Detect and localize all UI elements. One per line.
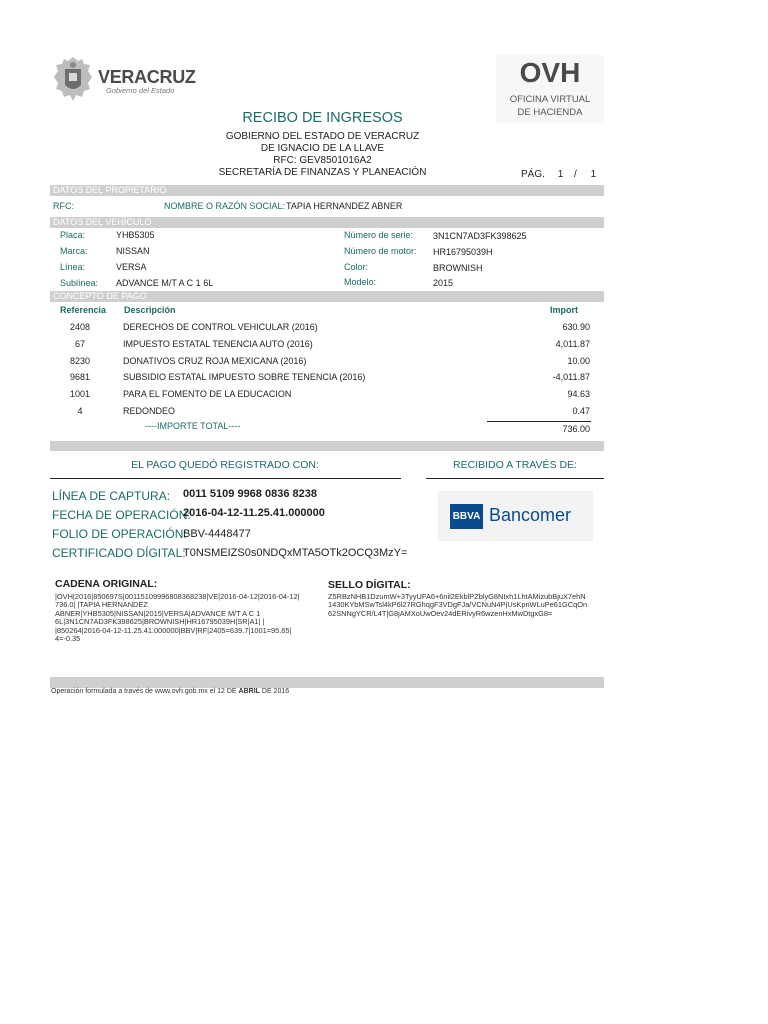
payment-row-import: 10.00 bbox=[567, 355, 590, 366]
total-label: ----IMPORTE TOTAL---- bbox=[145, 421, 241, 431]
ovh-logo-title: OVH bbox=[519, 57, 581, 88]
sublinea-value: ADVANCE M/T A C 1 6L bbox=[116, 278, 214, 288]
placa-value: YHB5305 bbox=[116, 230, 155, 240]
fecha-value: 2016-04-12-11.25.41.000000 bbox=[183, 507, 325, 519]
placa-label: Placa: bbox=[60, 230, 86, 240]
payment-row-import: -4,011.87 bbox=[552, 372, 590, 383]
sello-digital-text bbox=[328, 593, 598, 618]
footer-text-suffix: DE 2016 bbox=[259, 688, 290, 695]
bank-name: Bancomer bbox=[489, 505, 572, 525]
issuer-line-3: RFC: GEV8501016A2 bbox=[273, 155, 372, 166]
serie-label: Número de serie: bbox=[344, 230, 414, 240]
owner-name-label: NOMBRE O RAZÓN SOCIAL: bbox=[164, 201, 286, 211]
fecha-label: FECHA DE OPERACIÓN: bbox=[52, 508, 191, 522]
cadena-line: 6L|3N1CN7AD3FK398625|BROWNISH|HR16795039H|SR|A1| | bbox=[55, 617, 265, 627]
marca-label: Marca: bbox=[60, 246, 88, 256]
payment-row bbox=[50, 318, 604, 335]
bbva-badge: BBVA bbox=[450, 504, 483, 529]
cadena-line: |OVH|2016|850697S|00115109996808368238|VE|2016-04-12|2016-04-12| bbox=[55, 592, 300, 601]
serie-value: 3N1CN7AD3FK398625 bbox=[433, 231, 527, 241]
payment-row bbox=[50, 368, 604, 385]
veracruz-logo bbox=[52, 55, 202, 105]
col-header-desc: Descripción bbox=[124, 305, 176, 315]
owner-rfc-label: RFC: bbox=[53, 201, 74, 211]
cadena-line: ABNER|YHB5305|NISSAN|2015|VERSA|ADVANCE M/T A C 1 bbox=[55, 608, 261, 618]
cert-label: CERTIFICADO DÍGITAL: bbox=[52, 546, 186, 560]
vehicle-section-bar: DATOS DEL VEHÍCULO bbox=[50, 217, 604, 228]
payment-row-ref: 2408 bbox=[69, 322, 91, 332]
page-separator: / bbox=[574, 169, 577, 180]
logo-state-subtitle: Gobierno del Estado bbox=[106, 86, 175, 95]
ovh-logo-sub1: OFICINA VIRTUAL bbox=[509, 94, 591, 105]
captura-value: 0011 5109 9968 0836 8238 bbox=[183, 488, 317, 500]
col-header-ref: Referencia bbox=[60, 305, 107, 315]
linea-label: Línea: bbox=[60, 262, 86, 272]
cadena-original-text bbox=[55, 593, 317, 643]
footer-text-month: ABRIL bbox=[238, 688, 260, 695]
payment-row-desc: PARA EL FOMENTO DE LA EDUCACION bbox=[123, 389, 292, 400]
logo-state-name: VERACRUZ bbox=[98, 67, 196, 87]
modelo-value: 2015 bbox=[433, 278, 454, 288]
sello-line: Z5RBzNHB1DzumW+3TyyUFA6+6nil2EkblPZblyG8NIxh1LhtAMizubBjuX7ehN bbox=[328, 592, 586, 601]
payment-row-ref: 4 bbox=[77, 406, 83, 416]
received-underline bbox=[426, 478, 604, 479]
owner-section-bar: DATOS DEL PROPIETARIO bbox=[50, 185, 604, 196]
payment-row bbox=[50, 385, 604, 402]
motor-label: Número de motor: bbox=[344, 246, 417, 256]
cadena-title: CADENA ORIGINAL: bbox=[55, 578, 158, 590]
registered-underline bbox=[50, 478, 401, 479]
color-value: BROWNISH bbox=[433, 263, 483, 273]
col-header-imp: Import bbox=[550, 305, 578, 315]
total-divider bbox=[487, 421, 591, 422]
footer-bar bbox=[50, 677, 604, 688]
received-title: RECIBIDO A TRAVÉS DE: bbox=[453, 459, 577, 471]
registered-title: EL PAGO QUEDÓ REGISTRADO CON: bbox=[131, 459, 319, 471]
payment-row-desc: REDONDEO bbox=[123, 406, 176, 416]
cadena-line: |850264|2016-04-12-11.25.41.000000|BBV|RF|2405=639.7|1001=95.65| bbox=[55, 625, 292, 635]
document-title: RECIBO DE INGRESOS bbox=[242, 110, 403, 126]
payment-row-ref: 67 bbox=[74, 338, 85, 349]
bank-logo bbox=[438, 491, 593, 541]
owner-name-value: TAPIA HERNANDEZ ABNER bbox=[286, 201, 403, 211]
issuer-line-4: SECRETARÍA DE FINANZAS Y PLANEACIÓN bbox=[218, 167, 427, 178]
sello-title: SELLO DÍGITAL: bbox=[328, 579, 411, 591]
captura-label: LÍNEA DE CAPTURA: bbox=[52, 489, 171, 503]
color-label: Color: bbox=[344, 262, 369, 272]
payment-row-desc: SUBSIDIO ESTATAL IMPUESTO SOBRE TENENCIA (2016) bbox=[123, 372, 366, 383]
issuer-line-2: DE IGNACIO DE LA LLAVE bbox=[260, 143, 385, 154]
payment-row-import: 0.47 bbox=[572, 406, 590, 416]
ovh-logo-sub2: DE HACIENDA bbox=[517, 107, 583, 118]
modelo-label: Modelo: bbox=[344, 277, 377, 287]
page-current: 1 bbox=[557, 169, 564, 180]
separator-bar bbox=[50, 441, 604, 451]
total-value: 736.00 bbox=[562, 424, 590, 434]
payment-row-ref: 1001 bbox=[69, 389, 91, 400]
payment-row-desc: DERECHOS DE CONTROL VEHICULAR (2016) bbox=[123, 322, 318, 332]
coat-of-arms-icon bbox=[52, 55, 94, 103]
ovh-logo bbox=[496, 55, 604, 123]
folio-value: BBV-4448477 bbox=[183, 528, 251, 540]
footer-text bbox=[51, 688, 289, 695]
sello-line: 1430KYbMSwTsl4kP6l27RGhqgF3VDgFJa/VCNuN4P|UsKpnWLuPe61GCqOn bbox=[328, 600, 588, 610]
payment-row-import: 4,011.87 bbox=[555, 338, 590, 349]
linea-value: VERSA bbox=[116, 262, 147, 272]
payment-row bbox=[50, 402, 604, 419]
footer-text-prefix: Operación formulada a través de www.ovh.gob.mx el 12 DE bbox=[51, 688, 239, 695]
payment-row-import: 94.63 bbox=[567, 389, 590, 400]
payment-row-desc: IMPUESTO ESTATAL TENENCIA AUTO (2016) bbox=[123, 338, 313, 349]
payment-row-import: 630.90 bbox=[562, 322, 590, 332]
issuer-line-1: GOBIERNO DEL ESTADO DE VERACRUZ bbox=[225, 131, 420, 142]
cadena-line: 736.0| |TAPIA HERNANDEZ bbox=[55, 600, 148, 610]
sello-line: 62SNNgYCR/L4T|G8jAMXoUwOev24dERivyR6wzenHxMwDtgxG8= bbox=[328, 608, 553, 618]
cadena-line: 4=-0.35 bbox=[55, 634, 81, 644]
payment-row bbox=[50, 335, 604, 352]
motor-value: HR16795039H bbox=[433, 247, 493, 257]
payment-section-bar: CONCEPTO DE PAGO bbox=[50, 291, 604, 302]
payment-row-ref: 9681 bbox=[69, 372, 91, 383]
folio-label: FOLIO DE OPERACIÓN: bbox=[52, 527, 187, 541]
page-indicator bbox=[521, 169, 596, 180]
cert-value: T0NSMEIZS0s0NDQxMTA5OTk2OCQ3MzY= bbox=[183, 547, 408, 559]
marca-value: NISSAN bbox=[116, 246, 150, 256]
page-label: PÁG. bbox=[521, 169, 545, 180]
page-total: 1 bbox=[590, 169, 597, 180]
sublinea-label: Sublínea: bbox=[60, 278, 99, 288]
payment-row-desc: DONATIVOS CRUZ ROJA MEXICANA (2016) bbox=[123, 355, 307, 366]
payment-row-ref: 8230 bbox=[69, 355, 91, 366]
payment-row bbox=[50, 352, 604, 369]
